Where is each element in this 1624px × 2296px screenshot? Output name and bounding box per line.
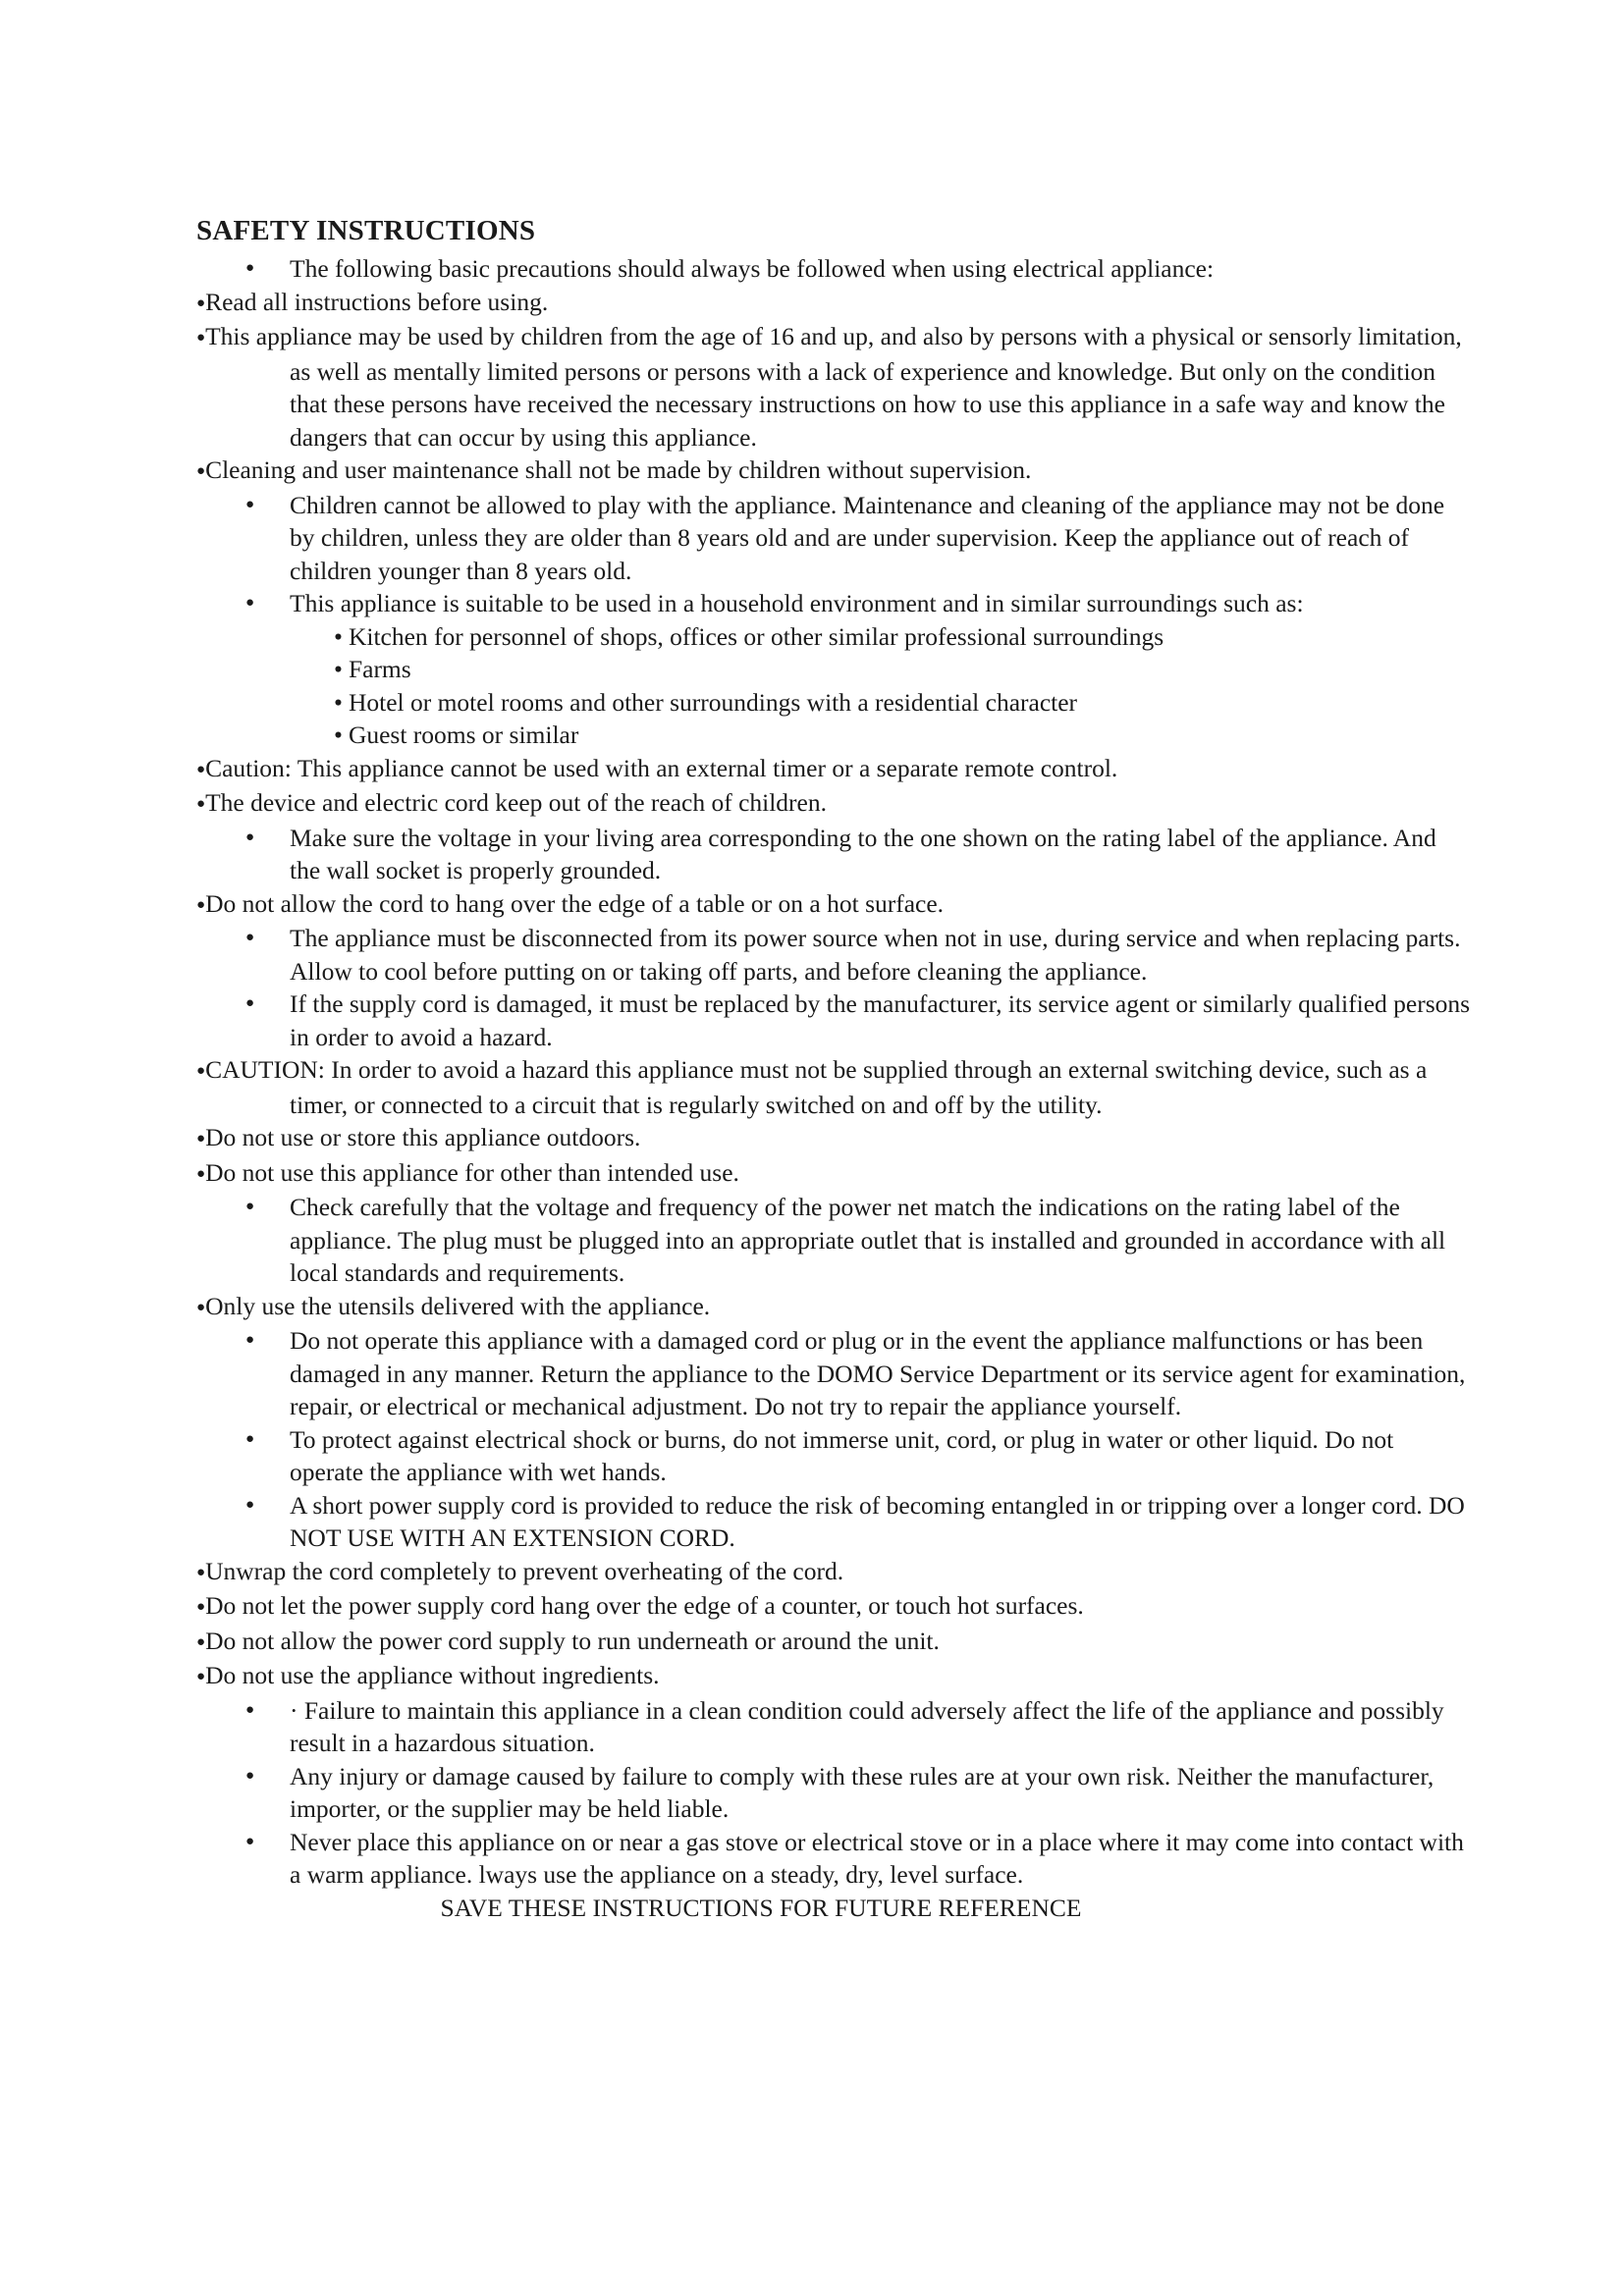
list-item-text: Make sure the voltage in your living area corresponding to the one shown on the rating label of the appliance. And the wall socket is properly grounded. [290, 823, 1436, 884]
bullet-icon: ● [196, 330, 206, 346]
bullet-icon: ● [196, 1599, 206, 1615]
bullet-icon: ● [196, 896, 206, 913]
list-item-text: · Failure to maintain this appliance in a clean condition could adversely affect the life of the appliance and possibly result in a hazardous situation. [290, 1695, 1444, 1757]
bullet-icon: ● [196, 796, 206, 812]
list-item [196, 1625, 1473, 1660]
list-item-text: Check carefully that the voltage and frequency of the power net match the indications on the rating label of the appliance. The plug must be plugged into an appropriate outlet that is installed and grounded in accordance with all local standards and requirements. [290, 1193, 1446, 1287]
sub-list-item [196, 653, 1473, 686]
sub-list-item-text: Hotel or motel rooms and other surroundings with a residential character [348, 687, 1078, 717]
bullet-icon: ● [196, 1669, 206, 1684]
list-item [196, 786, 1473, 822]
bullet-icon: ● [196, 1165, 206, 1182]
list-item-text: The appliance must be disconnected from its power source when not in use, during service and when replacing parts. Allow to cool before putting on or taking off parts, and before cleaning the appliance. [290, 924, 1461, 986]
bullet-icon: ● [196, 1633, 206, 1650]
list-item-text: Only use the utensils delivered with the appliance. [205, 1291, 711, 1320]
bullet-icon: ● [196, 463, 206, 479]
bullet-icon: ● [245, 1332, 255, 1348]
list-item-text: The following basic precautions should always be followed when using electrical appliance: [290, 254, 1215, 283]
bullet-icon: ● [196, 1299, 206, 1315]
sub-list-item [196, 620, 1473, 654]
list-item [196, 1694, 1473, 1760]
list-item-text: Do not use this appliance for other than intended use. [205, 1157, 739, 1187]
instruction-list [196, 252, 1473, 1892]
list-item-text: CAUTION: In order to avoid a hazard this appliance must not be supplied through an external switching device, such as a timer, or connected to a circuit that is regularly switched on and off by the utility. [205, 1055, 1428, 1119]
bullet-icon: ● [245, 260, 255, 276]
bullet-icon: ● [245, 1767, 255, 1784]
bullet-icon: ● [245, 1701, 255, 1718]
list-item [196, 822, 1473, 887]
page-title: SAFETY INSTRUCTIONS [196, 215, 536, 246]
list-item [196, 587, 1473, 620]
bullet-icon: ● [245, 1199, 255, 1214]
list-item [196, 922, 1473, 988]
list-item [196, 320, 1473, 454]
bullet-icon: ● [196, 1564, 206, 1580]
bullet-icon: ● [245, 1496, 255, 1513]
list-item [196, 1423, 1473, 1489]
list-item [196, 1191, 1473, 1290]
list-item-text: Any injury or damage caused by failure to comply with these rules are at your own risk. Neither the manufacturer, importer, or the supplier may be held liable. [290, 1761, 1435, 1823]
bullet-icon: ● [245, 1430, 255, 1447]
bullet-icon: ● [245, 1833, 255, 1849]
sub-list-item-text: Kitchen for personnel of shops, offices or other similar professional surroundings [348, 621, 1164, 651]
list-item [196, 489, 1473, 588]
list-item-text: This appliance is suitable to be used in a household environment and in similar surroundings such as: [290, 589, 1304, 617]
sub-list-item [196, 719, 1473, 752]
bullet-icon: • [334, 721, 343, 749]
list-item [196, 1053, 1473, 1121]
list-item-text: Never place this appliance on or near a gas stove or electrical stove or in a place where it may come into contact with a warm appliance. lways use the appliance on a steady, dry, level surface. [290, 1827, 1464, 1889]
list-item-text: Do not allow the power cord supply to run underneath or around the unit. [205, 1626, 940, 1655]
list-item-text: Children cannot be allowed to play with the appliance. Maintenance and cleaning of the appliance may not be done by children, unless they are older than 8 years old and are under supervision. Keep the appliance out of reach of children younger than 8 years old. [290, 490, 1445, 585]
list-item-text: Caution: This appliance cannot be used with an external timer or a separate remote control. [205, 753, 1118, 782]
list-item [196, 1659, 1473, 1694]
list-item [196, 887, 1473, 923]
bullet-icon: ● [245, 930, 255, 945]
list-item [196, 752, 1473, 787]
bullet-icon: ● [245, 828, 255, 845]
list-item [196, 1826, 1473, 1892]
list-item [196, 286, 1473, 321]
bullet-icon: ● [245, 595, 255, 611]
bullet-icon: ● [196, 1063, 206, 1079]
list-item [196, 454, 1473, 489]
list-item-text: A short power supply cord is provided to reduce the risk of becoming entangled in or tripping over a longer cord. DO NOT USE WITH AN EXTENSION CORD. [290, 1490, 1465, 1552]
list-item [196, 1324, 1473, 1423]
list-item [196, 1555, 1473, 1590]
list-item [196, 988, 1473, 1053]
bullet-icon: ● [196, 1131, 206, 1147]
list-item-text: Do not use or store this appliance outdoors. [205, 1123, 641, 1151]
sub-list-item [196, 686, 1473, 720]
list-item-text: This appliance may be used by children from the age of 16 and up, and also by persons with a physical or sensorly limitation, as well as mentally limited persons or persons with a lack of experience and knowledge. But only on the condition that these persons have received the necessary instructions on how to use this appliance in a safe way and know the dangers that can occur by using this appliance. [205, 322, 1462, 452]
list-item-text: Do not allow the cord to hang over the edge of a table or on a hot surface. [205, 888, 945, 918]
list-item [196, 1290, 1473, 1325]
list-item-text: If the supply cord is damaged, it must be replaced by the manufacturer, its service agent or similarly qualified persons in order to avoid a hazard. [290, 989, 1471, 1051]
bullet-icon: ● [196, 294, 206, 311]
bullet-icon: • [334, 655, 343, 683]
list-item [196, 1156, 1473, 1192]
list-item [196, 252, 1473, 286]
document-page [196, 214, 1473, 1924]
sub-list-item-text: Farms [348, 655, 411, 683]
sub-list-item-text: Guest rooms or similar [348, 721, 579, 749]
list-item [196, 1589, 1473, 1625]
list-item [196, 1121, 1473, 1156]
list-item-text: Read all instructions before using. [205, 287, 549, 316]
bullet-icon: ● [196, 761, 206, 777]
list-item [196, 1489, 1473, 1555]
list-item-text: To protect against electrical shock or burns, do not immerse unit, cord, or plug in water or other liquid. Do not operate the appliance with wet hands. [290, 1424, 1394, 1486]
footer-note: SAVE THESE INSTRUCTIONS FOR FUTURE REFERENCE [440, 1893, 1082, 1922]
list-item-text: The device and electric cord keep out of the reach of children. [205, 788, 827, 817]
bullet-icon: • [334, 687, 343, 717]
list-item-text: Do not use the appliance without ingredients. [205, 1661, 660, 1689]
list-item-text: Unwrap the cord completely to prevent overheating of the cord. [205, 1556, 844, 1585]
list-item-text: Do not operate this appliance with a damaged cord or plug or in the event the appliance malfunctions or has been damaged in any manner. Return the appliance to the DOMO Service Department or its service agent for examination, repair, or electrical or mechanical adjustment. Do not try to repair the appliance yourself. [290, 1326, 1466, 1420]
bullet-icon: • [334, 621, 343, 651]
list-item-text: Do not let the power supply cord hang over the edge of a counter, or touch hot surfaces. [205, 1591, 1084, 1620]
list-item-text: Cleaning and user maintenance shall not be made by children without supervision. [205, 455, 1032, 484]
bullet-icon: ● [245, 995, 255, 1011]
bullet-icon: ● [245, 496, 255, 512]
list-item [196, 1760, 1473, 1826]
